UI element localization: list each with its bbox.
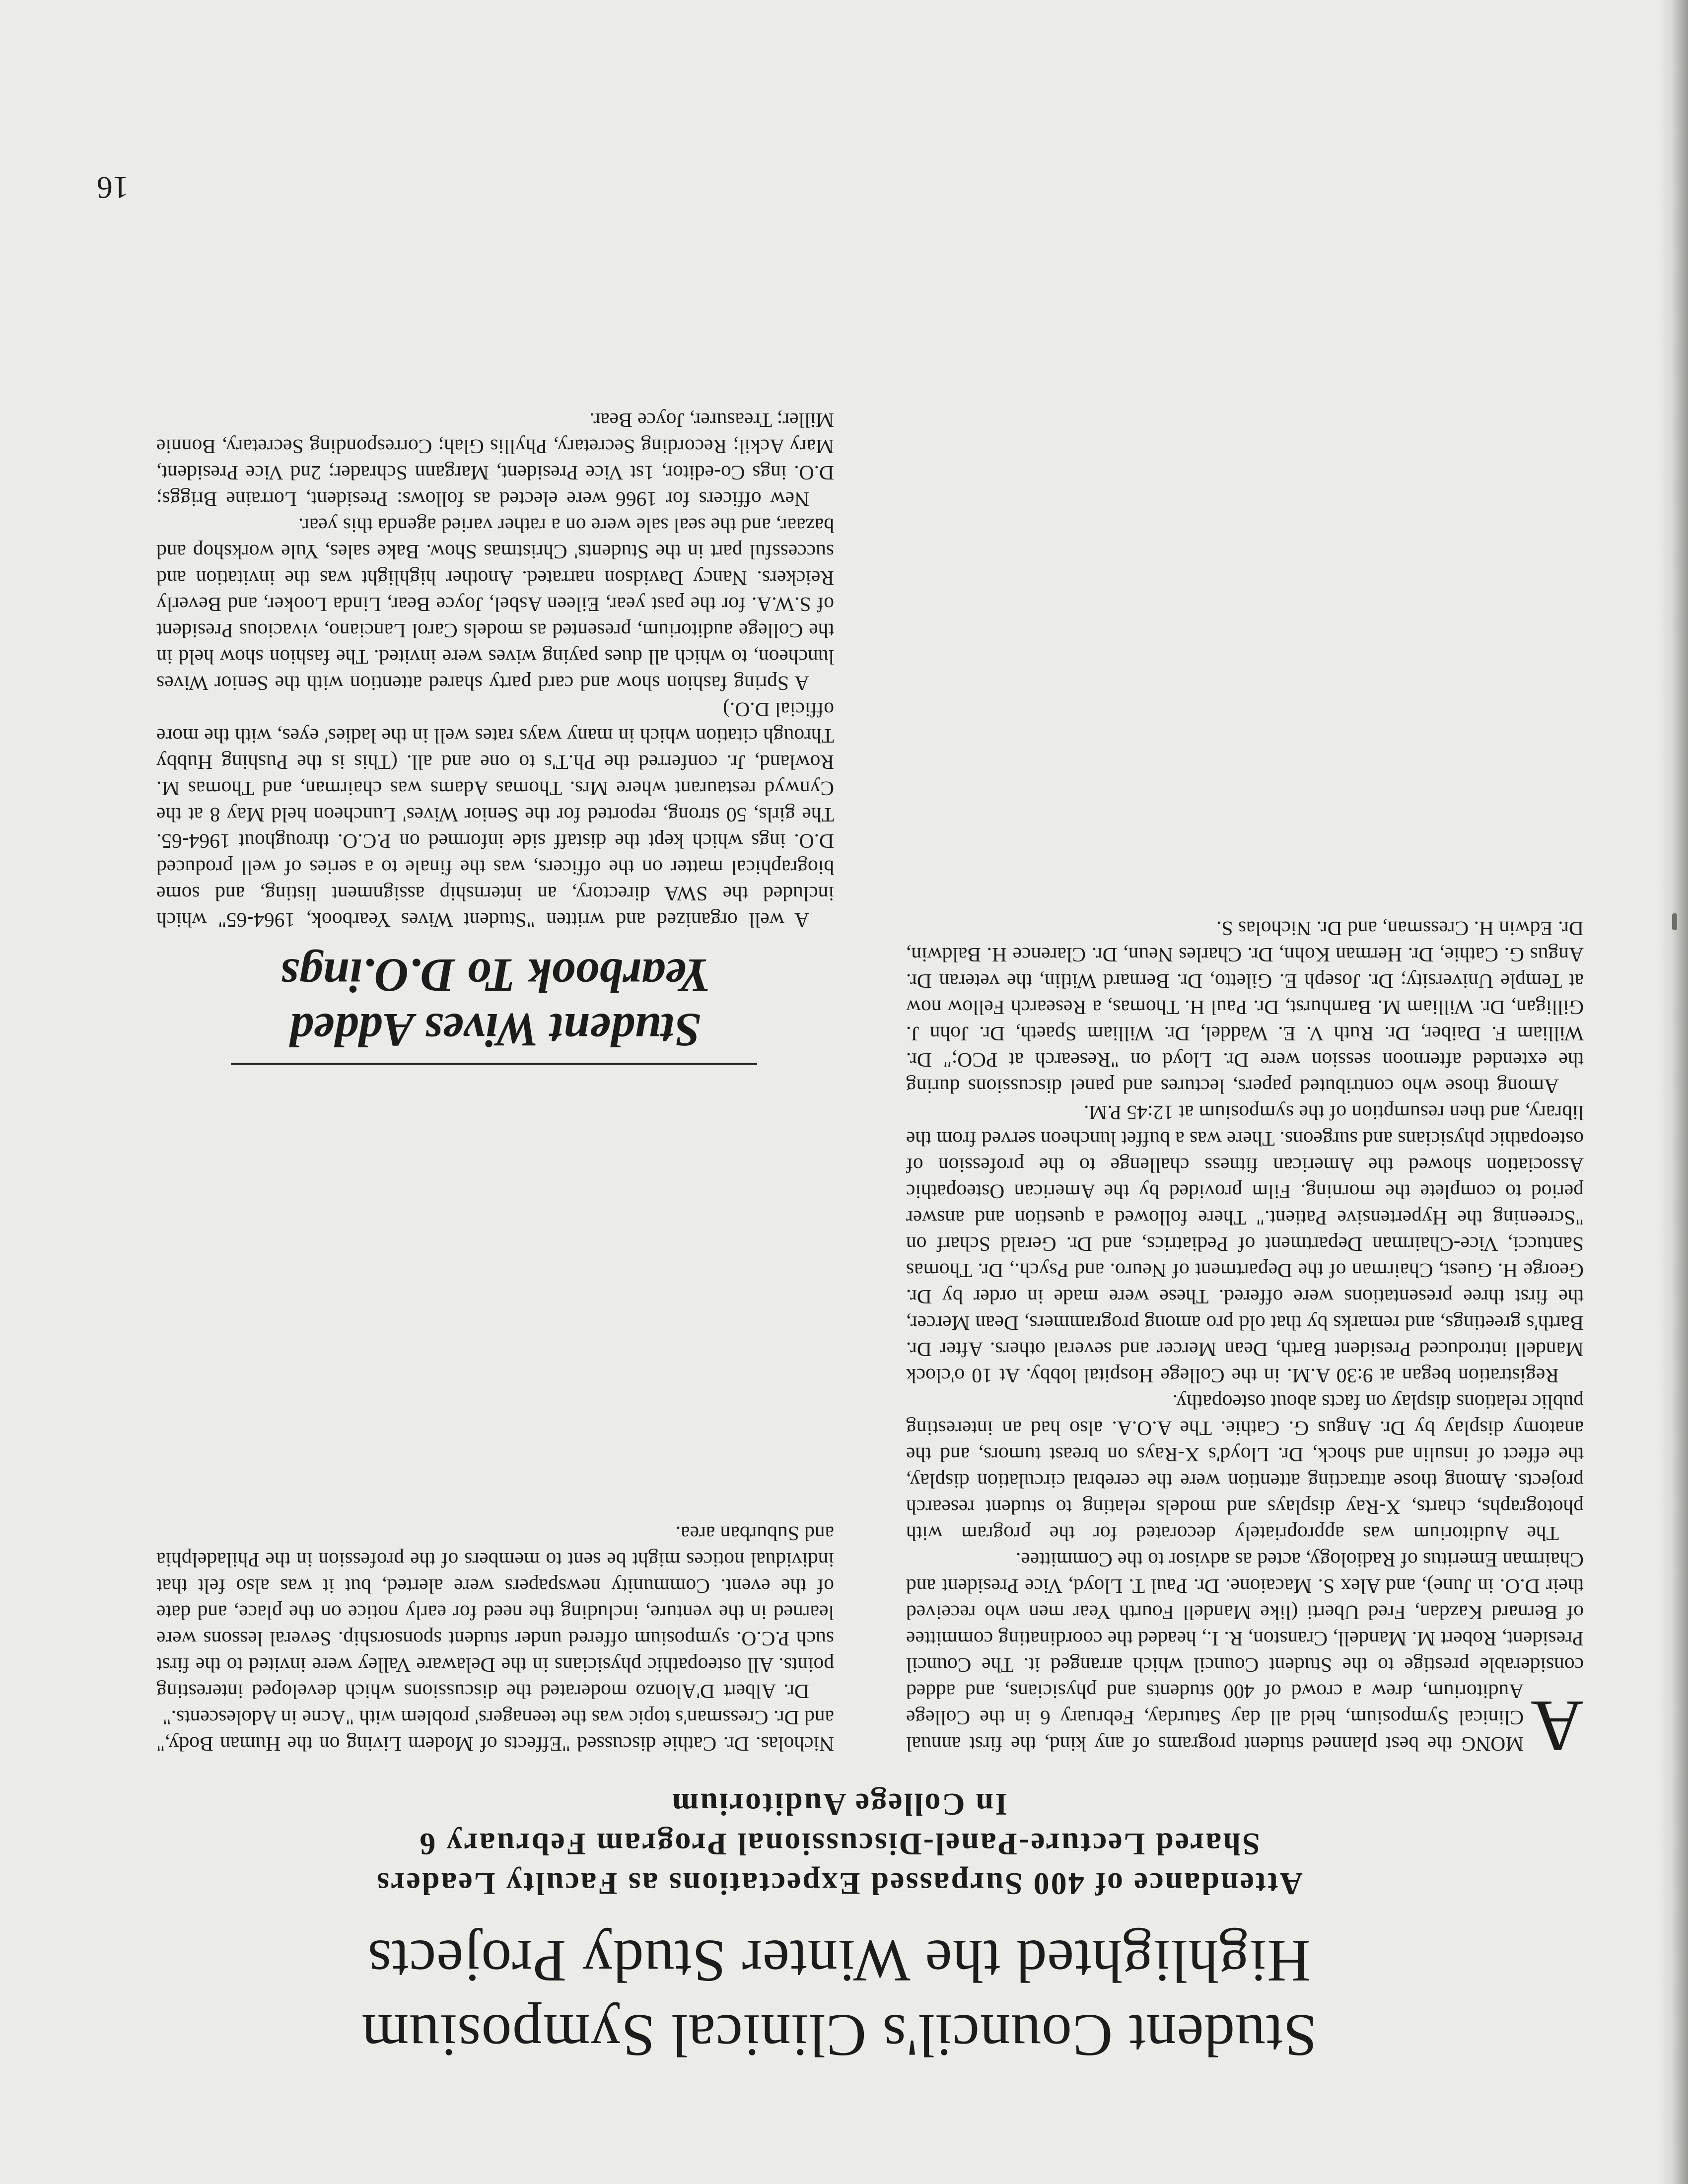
subhead-line-2: Shared Lecture-Panel-Discussional Program February 6 bbox=[418, 1827, 1260, 1862]
headline-line-2: Highlighted the Winter Study Projects bbox=[367, 1927, 1311, 1994]
article-column-left bbox=[906, 915, 1584, 1767]
sidebar-headline bbox=[156, 948, 834, 1057]
article-paragraph: Nicholas. Dr. Cathie discussed "Effects of Modern Living on the Human Body," and Dr. Cressman's topic was the teenagers' problem with "Acne in Adolescents." bbox=[156, 1706, 834, 1756]
article-paragraph bbox=[906, 1547, 1584, 1767]
sidebar-paragraph: New officers for 1966 were elected as follows: President, Lorraine Briggs; D.O. ings Co-editor, 1st Vice President, Margann Schrader; 2nd Vice President, Mary Ackil; Recording Secretary, Phyllis Glah; Corresponding Secretary, Bonnie Miller; Treasurer, Joyce Bear. bbox=[156, 409, 834, 511]
article-paragraph: Dr. Albert D'Alonzo moderated the discussions which developed interesting points. All osteopathic physicians in the Delaware Valley were invited to the first such P.C.O. symposium offered under student sponsorship. Several lessons were learned in the venture, including the need for early notice on the place, and date of the event. Community newspapers were alerted, but it was also felt that individual notices might be sent to members of the profession in the Philadelphia and Suburban area. bbox=[156, 1522, 834, 1703]
section-divider bbox=[231, 1063, 757, 1065]
article-paragraph: Registration began at 9:30 A.M. in the College Hospital lobby. At 10 o'clock Mandell introduced President Barth, Dean Mercer and several others. After Dr. Barth's greetings, and remarks by that old pro among programmers, Dean Mercer, the first three presentations were offered. These were made in order by Dr. George H. Guest, Chairman of the Department of Neuro. and Psych., Dr. Thomas Santucci, Vice-Chairman Department of Pediatrics, and Dr. Gerald Scharf on "Screening the Hypertensive Patient." There followed a question and answer period to complete the morning. Film provided by the American Osteopathic Association showed the American fitness challenge to the profession of osteopathic physicians and surgeons. There was a buffet luncheon served from the library, and then resumption of the symposium at 12:45 P.M. bbox=[906, 1101, 1584, 1387]
page-number: 16 bbox=[97, 170, 129, 205]
drop-cap: A bbox=[1531, 1685, 1584, 1767]
article-headline bbox=[89, 1923, 1589, 2072]
article-paragraph: Among those who contributed papers, lectures and panel discussions during the extended afternoon session were Dr. Lloyd on "Research at PCO;" Dr. William F. Daiber, Dr. Ruth V. E. Waddel, Dr. William Spaeth, Dr. John J. Gilligan, Dr. William M. Barnhurst, Dr. Paul H. Thomas, a Research Fellow now at Temple University; Dr. Joseph E. Giletto, Dr. Bernard Witlin, the veteran Dr. Angus G. Cathie, Dr. Herman Kohn, Dr. Charles Neun, Dr. Clarence H. Baldwin, Dr. Edwin H. Cressman, and Dr. Nicholas S. bbox=[906, 917, 1584, 1098]
article-paragraph: The Auditorium was appropriately decorated for the program with photographs, charts, X-Ray displays and models relating to student research projects. Among those attracting attention were the cerebral circulation display, the effect of insulin and shock, Dr. Lloyd's X-Rays on breast tumors, and the anatomy display by Dr. Angus G. Cathie. The A.O.A. also had an interesting public relations display on facts about osteopathy. bbox=[906, 1391, 1584, 1545]
sidebar-headline-line-1: Student Wives Added bbox=[289, 1004, 701, 1057]
subhead-line-1: Attendance of 400 Surpassed Expectations as Faculty Leaders bbox=[375, 1866, 1303, 1902]
subhead-line-3: In College Auditorium bbox=[670, 1787, 1008, 1822]
article-column-right bbox=[156, 1520, 834, 1757]
sidebar-column bbox=[156, 407, 834, 933]
sidebar-paragraph: A Spring fashion show and card party shared attention with the Senior Wives luncheon, to which all dues paying wives were invited. The fashion show held in the College auditorium, presented as models Carol Lanciano, vivacious President of S.W.A. for the past year, Eileen Asbel, Joyce Bear, Linda Looker, and Beverly Reickers. Nancy Davidson narrated. Another highlight was the invitation and successful part in the Students' Christmas Show. Bake sales, Yule workshop and bazaar, and the seal sale were on a rather varied agenda this year. bbox=[156, 514, 834, 695]
headline-line-1: Student Council's Clinical Symposium bbox=[361, 2002, 1317, 2069]
paragraph-text: MONG the best planned student programs of any kind, the first annual Clinical Symposium, held all day Saturday, February 6 in the College Auditorium, drew a crowd of 400 students and physicians, and added considerable prestige to the Student Council which arranged it. The Council President, Robert M. Mandell, Cranston, R. I., headed the coordinating committee of Bernard Kazdan, Fred Uberti (like Mandell Fourth Year men who received their D.O. in June), and Alex S. Macaione. Dr. Paul T. Lloyd, Vice President and Chairman Emeritus of Radiology, acted as advisor to the Committee. bbox=[906, 1549, 1584, 1756]
article-subhead bbox=[89, 1784, 1589, 1904]
sidebar-headline-line-2: Yearbook To D.O.ings bbox=[280, 949, 710, 1002]
sidebar-paragraph: A well organized and written "Student Wives Yearbook, 1964-65" which included the SWA directory, an internship assignment listing, and some biographical matter on the officers, was the finale to a series of well produced D.O. ings which kept the distaff side informed on P.C.O. throughout 1964-65. The girls, 50 strong, reported for the Senior Wives' Luncheon held May 8 at the Cynwyd restaurant where Mrs. Thomas Adams was chairman, and Thomas M. Rowland, Jr. conferred the Ph.T's to one and all. (This is the Pushing Hubby Through citation which in many ways rates well in the ladies' eyes, with the more official D.O.) bbox=[156, 698, 834, 932]
